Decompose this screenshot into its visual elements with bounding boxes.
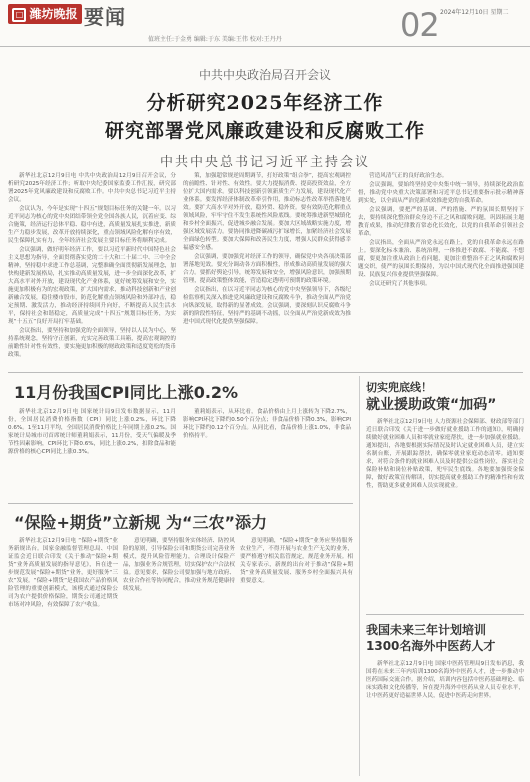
employment-body [366, 418, 524, 610]
page-number: 02 [400, 6, 439, 44]
paragraph: 意见明确，要坚持服务实体经济、防控风险的原则，引导保险公司和期货公司完善业务模式，提升风险管理能力，合理设计保险产品，加强业务合规管理，切实保护农户合法权益。意见要求，保险公司要加强与地方政府、农业合作社等协同配合，推动业务规范健康持续发展。 [123, 538, 235, 592]
insurance-column-3 [240, 537, 353, 777]
paragraph: 会议指出，在以习近平同志为核心的党中央坚强领导下，各级纪检监察机关深入推进党风廉政建设和反腐败斗争，推动全面从严治党向纵深发展，取得新的显著成效。会议强调，要深刻认识反腐败斗争新的阶段性特征，坚持严的基调不动摇，以全面从严治党新成效为推进中国式现代化提供坚强保障。 [183, 287, 351, 325]
masthead-rule [0, 46, 530, 47]
paragraph: 董莉娟表示，从环比看，食品价格由上月上涨转为下降2.7%，影响CPI环比下降约0.50个百分点；非食品价格下降0.3%，影响CPI环比下降约0.12个百分点。从同比看，食品价格上涨1.0%，非食品价格持平。 [183, 409, 351, 439]
paragraph: 会议指出，全面从严治党永远在路上，党的自我革命永远在路上。要深化标本兼治、系统治理，一体推进不敢腐、不能腐、不想腐，要更加注重从政治上看问题，更加注重整治不正之风和腐败问题交织，使严的氛围长期保持，为以中国式现代化全面推进强国建设、民族复兴伟业提供坚强保障。 [358, 240, 524, 278]
newspaper-logo [8, 4, 82, 24]
lead-column-3 [358, 172, 524, 368]
paragraph: 会议认为，今年是实现“十四五”规划目标任务的关键一年。以习近平同志为核心的党中央团结带领全党全国各族人民，沉着应变、综合施策，经济运行总体平稳、稳中有进，高质量发展扎实推进，新质生产力稳步发展，改革开放持续深化，重点领域风险化解有序有效，民生保障扎实有力，全年经济社会发展主要目标任务将顺利完成。 [8, 206, 176, 244]
logo-text: 潍坊晚报 [29, 7, 78, 21]
paragraph: 策，加强超常规逆周期调节，打好政策“组合拳”，提高宏观调控的前瞻性、针对性、有效性。要大力提振消费、提高投资效益，全方位扩大国内需求。要以科技创新引领新质生产力发展，建设现代化产业体系。要发挥经济体制改革牵引作用，推动标志性改革举措落地见效。要扩大高水平对外开放，稳外贸、稳外资。要有效防范化解重点领域风险，牢牢守住不发生系统性风险底线。要统筹推进新型城镇化和乡村全面振兴，促进城乡融合发展。要加大区域战略实施力度，增强区域发展活力。要协同推进降碳减污扩绿增长，加紧经济社会发展全面绿色转型。要加大保障和改善民生力度，增强人民群众获得感幸福感安全感。 [183, 173, 351, 251]
cpi-column-2 [183, 408, 351, 496]
paragraph: 新华社北京12月9日电 中共中央政治局12月9日召开会议，分析研究2025年经济工作；听取中央纪委国家监委工作汇报，研究部署2025年党风廉政建设和反腐败工作。中共中央总书记习近平主持会议。 [8, 173, 176, 203]
lead-subhead: 中共中央总书记习近平主持会议 [159, 155, 370, 170]
employment-title-2: 就业援助政策“加码” [366, 397, 497, 413]
staff-credits: 值班主任:于金勇 编辑:于东 美编:王伟 校对:王丹丹 [148, 36, 282, 43]
paragraph: 会议强调，要把严的基调、严的措施、严的氛围长期坚持下去，要持续深化整治群众身边不正之风和腐败问题，巩固拓展主题教育成果，推动纪律教育常态化长效化，以党的自我革命引领社会革命。 [358, 207, 524, 237]
tcm-body [366, 660, 524, 776]
paragraph: 会议指出，要坚持和加强党的全面领导，坚持以人民为中心，坚持系统观念，坚持守正创新，充实完善政策工具箱，提高宏观调控的前瞻性针对性有效性，要实施更加积极的财政政策和适度宽松的货币政策。 [8, 328, 176, 358]
paragraph: 新华社北京12月9日电 国家中医药管理局9日发布消息，我国将在未来三年内培训1300名海外中医药人才，进一步推动中医药国际交流合作。据介绍，培训内容包括中医药基础理论、临床实践和文化传播等，旨在提升海外中医药从业人员专业水平，让中医药更好造福世界人民，促进中医药走向世界。 [366, 661, 524, 699]
paragraph: 会议强调，要始终坚持党中央集中统一领导，持续深化政治监督，推动党中央重大决策部署和习近平总书记重要指示批示精神落到实处，以全面从严治党新成效推进党的自我革命。 [358, 182, 524, 204]
lead-kicker: 中共中央政治局召开会议 [198, 68, 331, 82]
lead-column-2 [183, 172, 351, 362]
paragraph: 意见明确，“保险+期货”业务应坚持服务农业生产，不得开展与农业生产无关的业务，要严格遵守相关监管规定，规范业务开展。相关专家表示，新规的出台对于推动“保险+期货”业务高质量发展、服务乡村全面振兴具有重要意义。 [240, 538, 353, 584]
tcm-title-1: 我国未来三年计划培训 [366, 623, 487, 637]
paragraph: 新华社北京12月9日电 国家统计局9日发布数据显示，11月份，全国居民消费价格指数（CPI）同比上涨0.2%，环比下降0.6%。1至11月平均，全国居民消费价格比上年同期上涨0.2%。国家统计局城市司首席统计师董莉娟表示，11月份，受天气偏暖及季节性因素影响，CPI环比下降0.6%，同比上涨0.2%，扣除食品和能源价格的核心CPI同比上涨0.3%。 [8, 409, 176, 455]
insurance-column-1 [8, 537, 118, 777]
paragraph: 会议还研究了其他事项。 [369, 281, 431, 287]
employment-story [366, 380, 530, 415]
paragraph: 营造风清气正的良好政治生态。 [369, 173, 448, 179]
column-divider [359, 376, 360, 776]
lead-headline-2: 研究部署党风廉政建设和反腐败工作 [104, 120, 425, 142]
section-divider [8, 503, 353, 504]
logo-mark-icon: □ [12, 8, 26, 22]
lead-headline-1: 分析研究2025年经济工作 [146, 92, 384, 114]
cpi-headline: 11月份我国CPI同比上涨0.2% [14, 383, 239, 402]
issue-date: 2024年12月10日 星期二 [440, 9, 509, 16]
paragraph: 新华社北京12月9日电 人力资源社会保障部、财政部等部门近日联合印发《关于进一步做好就业援助工作的通知》，明确持续做好就业困难人员和零就业家庭帮扶，进一步加强就业援助。通知提出，各地要根据实际情况及时认定就业困难人员，建立实名制台账，开展跟踪帮扶，确保零就业家庭动态清零。通知要求，对符合条件的就业困难人员及时提供公益性岗位，落实社会保险补贴和岗位补贴政策，兜牢民生底线。各地要加强资金保障，做好政策宣传解读，切实提高就业援助工作的精准性和有效性，帮助更多就业困难人员实现就业。 [366, 419, 524, 489]
masthead [0, 0, 530, 46]
tcm-story [366, 622, 530, 654]
insurance-headline: “保险+期货”立新规 为“三农”添力 [14, 513, 268, 532]
lead-column-1 [8, 172, 176, 362]
paragraph: 会议强调，做好明年经济工作，要以习近平新时代中国特色社会主义思想为指导，全面贯彻落实党的二十大和二十届二中、三中全会精神，坚持稳中求进工作总基调，完整准确全面贯彻新发展理念，加快构建新发展格局，扎实推动高质量发展，进一步全面深化改革，扩大高水平对外开放，建设现代化产业体系，更好统筹发展和安全，实施更加积极有为的宏观政策，扩大国内需求，推动科技创新和产业创新融合发展，稳住楼市股市，防范化解重点领域风险和外部冲击，稳定预期、激发活力，推动经济持续回升向好，不断提高人民生活水平，保持社会和谐稳定，高质量完成“十四五”规划目标任务，为实现“十五五”良好开局打牢基础。 [8, 247, 176, 325]
cpi-column-1 [8, 408, 176, 496]
insurance-column-2 [123, 537, 235, 777]
employment-title-1: 切实兜底线！ [366, 381, 432, 394]
section-divider [366, 614, 524, 615]
paragraph: 会议强调，要加强党对经济工作的领导，确保党中央各项决策部署落地见效。要充分调动各方面积极性，形成推动高质量发展的强大合力。要抓好舆论引导，统筹发展和安全，增强风险意识，加强预期管理，提高政策整体效能，营造稳定透明可预期的政策环境。 [183, 254, 351, 284]
section-divider [8, 372, 523, 373]
section-name: 要闻 [84, 5, 126, 29]
tcm-title-2: 1300名海外中医药人才 [366, 639, 496, 653]
paragraph: 新华社北京12月9日电 “保险+期货”业务新规出台。国家金融监督管理总局、中国证监会近日联合印发《关于推动“保险+期货”业务高质量发展的指导意见》，旨在进一步规范发展“保险+期货”业务，更好服务“三农”发展。“保险+期货”是我国农产品价格风险管理的重要创新模式，该模式通过保险公司为农户提供价格保险，期货公司通过期货市场对冲风险，有效保障了农户收益。 [8, 538, 118, 608]
